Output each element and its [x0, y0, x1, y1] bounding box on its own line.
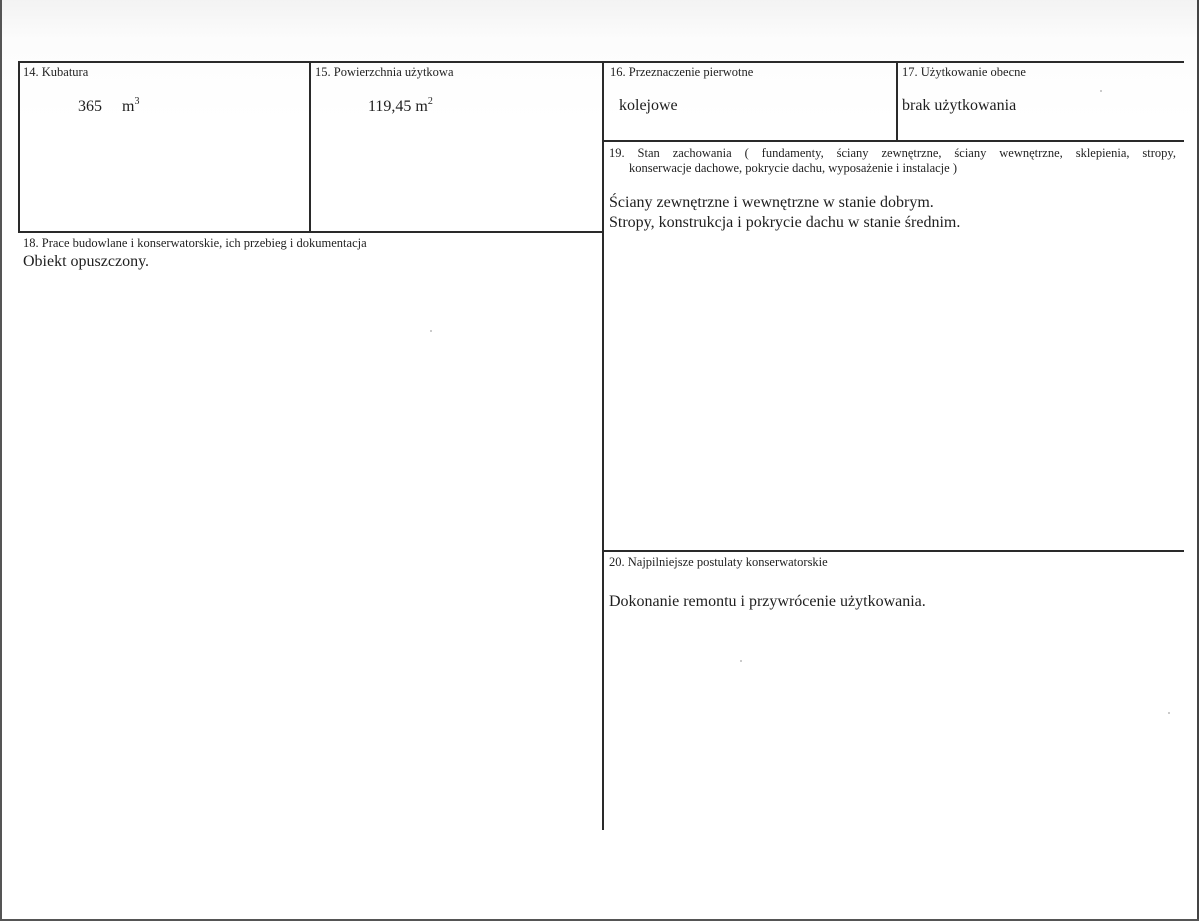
field-19-label — [609, 146, 1176, 176]
field-14-number: 365 — [78, 98, 102, 115]
field-19-label-line1: 19. Stan zachowania ( fundamenty, ściany zewnętrzne, ściany wewnętrzne, sklepienia, stropy, — [609, 146, 1176, 160]
page-edge-left — [0, 0, 2, 921]
divider-14-18 — [18, 231, 604, 233]
scan-speck — [740, 660, 742, 662]
scan-speck — [430, 330, 432, 332]
divider-16-17 — [896, 61, 898, 141]
field-19-label-line2: konserwacje dachowe, pokrycie dachu, wyposażenie i instalacje ) — [629, 161, 957, 175]
field-16-value: kolejowe — [619, 97, 678, 114]
field-15-unit-sup: 2 — [427, 96, 433, 107]
scan-speck — [1168, 712, 1170, 714]
field-14-value — [78, 97, 139, 116]
field-19-value-line1: Ściany zewnętrzne i wewnętrzne w stanie dobrym. — [609, 194, 934, 211]
field-20-value: Dokonanie remontu i przywrócenie użytkowania. — [609, 593, 926, 610]
field-16-label: 16. Przeznaczenie pierwotne — [610, 65, 754, 79]
scan-speck — [1100, 90, 1102, 92]
field-15-number: 119,45 m — [368, 98, 428, 115]
field-20-label: 20. Najpilniejsze postulaty konserwatorskie — [609, 555, 828, 569]
field-15-value — [368, 97, 433, 116]
divider-19-20 — [603, 550, 1184, 552]
divider-16-19 — [603, 140, 1184, 142]
field-19-value-line2: Stropy, konstrukcja i pokrycie dachu w stanie średnim. — [609, 214, 961, 231]
form-left-border — [18, 61, 20, 233]
field-14-unit-sup: 3 — [134, 96, 140, 107]
center-divider — [602, 61, 604, 830]
field-18-label: 18. Prace budowlane i konserwatorskie, ich przebieg i dokumentacja — [23, 236, 367, 250]
field-18-value: Obiekt opuszczony. — [23, 253, 150, 270]
form-top-border — [18, 61, 1184, 63]
field-15-label: 15. Powierzchnia użytkowa — [315, 65, 454, 79]
field-17-value: brak użytkowania — [902, 97, 1017, 114]
field-14-label: 14. Kubatura — [23, 65, 89, 79]
field-17-label: 17. Użytkowanie obecne — [902, 65, 1026, 79]
divider-14-15 — [309, 61, 311, 233]
field-14-unit: m — [122, 98, 135, 115]
